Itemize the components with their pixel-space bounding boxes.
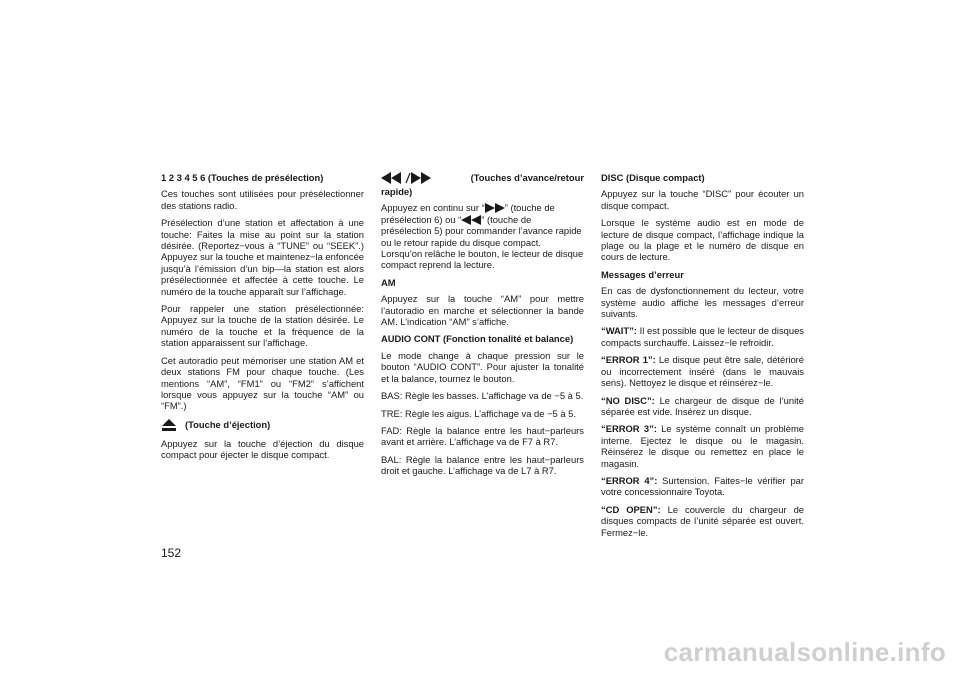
eject-icon [161, 418, 177, 432]
error-messages-heading: Messages d’erreur [601, 268, 684, 280]
am-heading: AM [381, 276, 396, 288]
paragraph: Ces touches sont utilisées pour présélectionner des stations radio. [161, 188, 364, 211]
eject-heading-label: (Touche d’éjection) [185, 419, 271, 431]
paragraph: Appuyez sur la touche “AM” pour mettre l’autoradio en marche et sélectionner la bande AM. L’indication “AM” s’affiche. [381, 293, 584, 328]
error-wait: “WAIT”: Il est possible que le lecteur de disques compacts surchauffe. Laissez−le refroidir. [601, 325, 804, 348]
eject-heading [161, 418, 364, 432]
paragraph: TRE: Règle les aigus. L’affichage va de −5 à 5. [381, 407, 577, 419]
column-middle [381, 172, 584, 483]
paragraph: Le mode change à chaque pression sur le bouton “AUDIO CONT”. Pour ajuster la tonalité et la balance, tournez le bouton. [381, 349, 584, 384]
seek-heading-label: (Touches d’avance/retour [470, 172, 584, 183]
paragraph: En cas de dysfonctionnement du lecteur, votre système audio affiche les messages d’erreur suivants. [601, 285, 804, 320]
column-right [601, 172, 804, 544]
seek-heading-cont: rapide) [381, 186, 413, 197]
audio-cont-heading: AUDIO CONT (Fonction tonalité et balance) [381, 333, 574, 345]
rewind-icon [461, 215, 481, 225]
paragraph: BAS: Règle les basses. L’affichage va de −5 à 5. [381, 390, 584, 402]
error-3: “ERROR 3”: Le système connaît un problème interne. Ejectez le disque ou le magasin. Réinsérez le disque ou remettez en place le magasin. [601, 423, 804, 469]
paragraph: Appuyez sur la touche “DISC” pour écouter un disque compact. [601, 188, 804, 211]
rewind-forward-icon [381, 172, 431, 184]
seek-heading [381, 172, 584, 184]
column-left [161, 172, 364, 467]
page-number: 152 [161, 546, 182, 560]
paragraph: FAD: Règle la balance entre les haut−parleurs avant et arrière. L’affichage va de F7 à R7. [381, 424, 584, 448]
preset-heading: 1 2 3 4 5 6 (Touches de présélection) [161, 172, 324, 183]
error-no-disc: “NO DISC”: Le chargeur de disque de l’unité séparée est vide. Insérez un disque. [601, 394, 804, 417]
paragraph: Cet autoradio peut mémoriser une station AM et deux stations FM pour chaque touche. (Les mentions “AM”, “FM1” ou “FM2” s’affichent lorsque vous appuyez sur la touche “AM” ou “FM”.) [161, 354, 364, 412]
error-cd-open: “CD OPEN”: Le couvercle du chargeur de disques compacts de l’unité séparée est ouvert. Fermez−le. [601, 503, 804, 538]
error-4: “ERROR 4”: Surtension. Faites−le vérifier par votre concessionnaire Toyota. [601, 474, 804, 498]
fast-forward-icon [485, 203, 505, 213]
paragraph: Présélection d’une station et affectation à une touche: Faites la mise au point sur la station désirée. (Reportez−vous à “TUNE” ou “SEEK”.) Appuyez sur la touche et maintenez−la enfoncée jusqu’à l’émission d’un bip—la station est alors présélectionnée et affectée à cette touche. Le numéro de la touche apparaît sur l’affichage. [161, 217, 364, 297]
paragraph: Appuyez sur la touche d’éjection du disque compact pour éjecter le disque compact. [161, 437, 364, 461]
paragraph: Appuyez en continu sur “ ” (touche de présélection 6) ou “ ” (touche de présélection 5) pour commander l’avance rapide ou le retour rapide du disque compact. Lorsqu’on relâche le bouton, le lecteur de disque compact reprend la lecture. [381, 202, 584, 271]
paragraph: Pour rappeler une station présélectionnée: Appuyez sur la touche de la station désirée. Le numéro de la touche et la fréquence de la station apparaissent sur l’affichage. [161, 303, 364, 349]
disc-heading: DISC (Disque compact) [601, 172, 705, 183]
error-1: “ERROR 1”: Le disque peut être sale, détérioré ou incorrectement inséré (dans le mauvais sens). Nettoyez le disque et réinsérez−le. [601, 354, 804, 389]
paragraph: BAL: Règle la balance entre les haut−parleurs droit et gauche. L’affichage va de L7 à R7. [381, 453, 584, 477]
paragraph: Lorsque le système audio est en mode de lecture de disque compact, l’affichage indique la plage ou la plage et le numéro de disque en cours de lecture. [601, 217, 804, 263]
watermark: carmanualsonline.info [663, 637, 946, 667]
